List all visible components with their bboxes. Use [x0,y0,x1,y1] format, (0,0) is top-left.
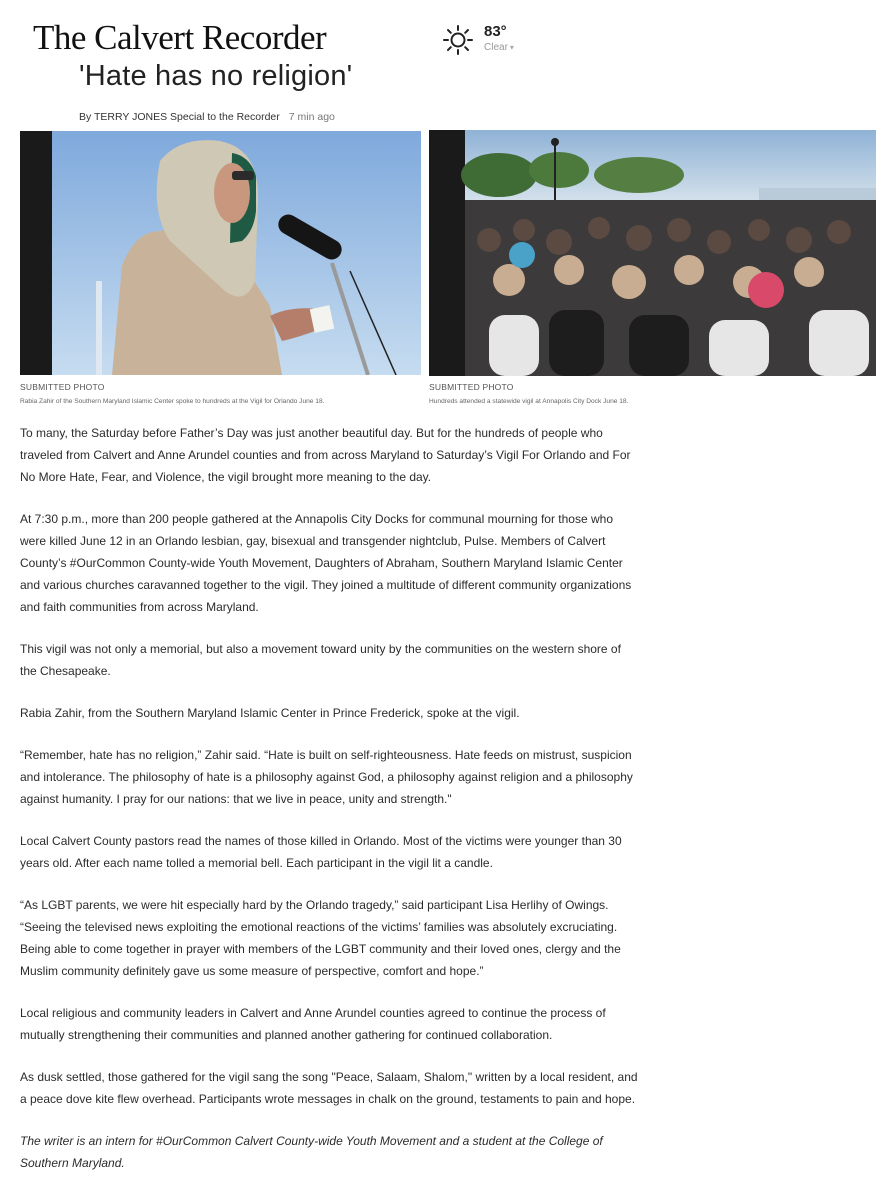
article-body [20,422,640,1194]
sun-icon [442,24,474,56]
weather-condition[interactable] [484,42,514,53]
article-paragraph: As dusk settled, those gathered for the vigil sang the song "Peace, Salaam, Shalom," written by a local resident, and a peace dove kite flew overhead. Participants wrote messages in chalk on the ground, testaments to pain and hope. [20,1070,638,1106]
photo-caption: Rabia Zahir of the Southern Maryland Islamic Center spoke to hundreds at the Vigil for Orlando June 18. [20,398,325,405]
weather-condition-label: Clear [484,42,508,53]
article-paragraph: At 7:30 p.m., more than 200 people gathered at the Annapolis City Docks for communal mourning for those who were killed June 12 in an Orlando lesbian, gay, bisexual and transgender nightclub, Pulse. Members of Calvert County’s #OurCommon County-wide Youth Movement, Daughters of Abraham, Southern Maryland Islamic Center and various churches caravanned together to the vigil. They joined a multitude of different community organizations and faith communities from across Maryland. [20,512,632,614]
masthead-logo[interactable]: The Calvert Recorder [33,18,327,57]
chevron-down-icon: ▾ [509,43,514,52]
article-paragraph: Rabia Zahir, from the Southern Maryland Islamic Center in Prince Frederick, spoke at the vigil. [20,706,520,720]
photo-caption: Hundreds attended a statewide vigil at Annapolis City Dock June 18. [429,398,629,405]
photo-credit: SUBMITTED PHOTO [429,382,514,392]
weather-temperature: 83° [484,23,507,40]
photo-credit: SUBMITTED PHOTO [20,382,105,392]
article-paragraph: To many, the Saturday before Father’s Day was just another beautiful day. But for the hundreds of people who traveled from Calvert and Anne Arundel counties and from across Maryland to Saturday’s Vigil For Orlando and For No More Hate, Fear, and Violence, the vigil brought more meaning to the day. [20,426,631,484]
article-paragraph: “Remember, hate has no religion,” Zahir said. “Hate is built on self-righteousness. Hate feeds on mistrust, suspicion and intolerance. The philosophy of hate is a philosophy against God, a philosophy against religion and a philosophy against humanity. I pray for our nations: that we live in peace, unity and strength." [20,748,633,806]
byline-author[interactable]: By TERRY JONES Special to the Recorder [79,111,280,123]
byline-timestamp: 7 min ago [288,111,335,123]
article-paragraph: Local religious and community leaders in Calvert and Anne Arundel counties agreed to continue the process of mutually strengthening their communities and planned another gathering for continued collaboration. [20,1006,606,1042]
article-photo-crowd[interactable] [429,130,876,376]
article-paragraph: This vigil was not only a memorial, but also a movement toward unity by the communities on the western shore of the Chesapeake. [20,642,621,678]
article-photo-speaker[interactable] [20,131,421,375]
article-headline: 'Hate has no religion' [79,60,353,92]
author-tagline: The writer is an intern for #OurCommon Calvert County-wide Youth Movement and a student at the College of Southern Maryland. [20,1134,603,1170]
article-byline [79,111,335,123]
weather-widget[interactable] [442,22,532,62]
article-paragraph: “As LGBT parents, we were hit especially hard by the Orlando tragedy,” said participant Lisa Herlihy of Owings. “Seeing the televised news exploiting the emotional reactions of the victims’ families was absolutely excruciating. Being able to come together in prayer with members of the LGBT community and their loved ones, clergy and the Muslim community definitely gave us some measure of perspective, comfort and hope.” [20,898,621,978]
article-paragraph: Local Calvert County pastors read the names of those killed in Orlando. Most of the victims were younger than 30 years old. After each name tolled a memorial bell. Each participant in the vigil lit a candle. [20,834,622,870]
